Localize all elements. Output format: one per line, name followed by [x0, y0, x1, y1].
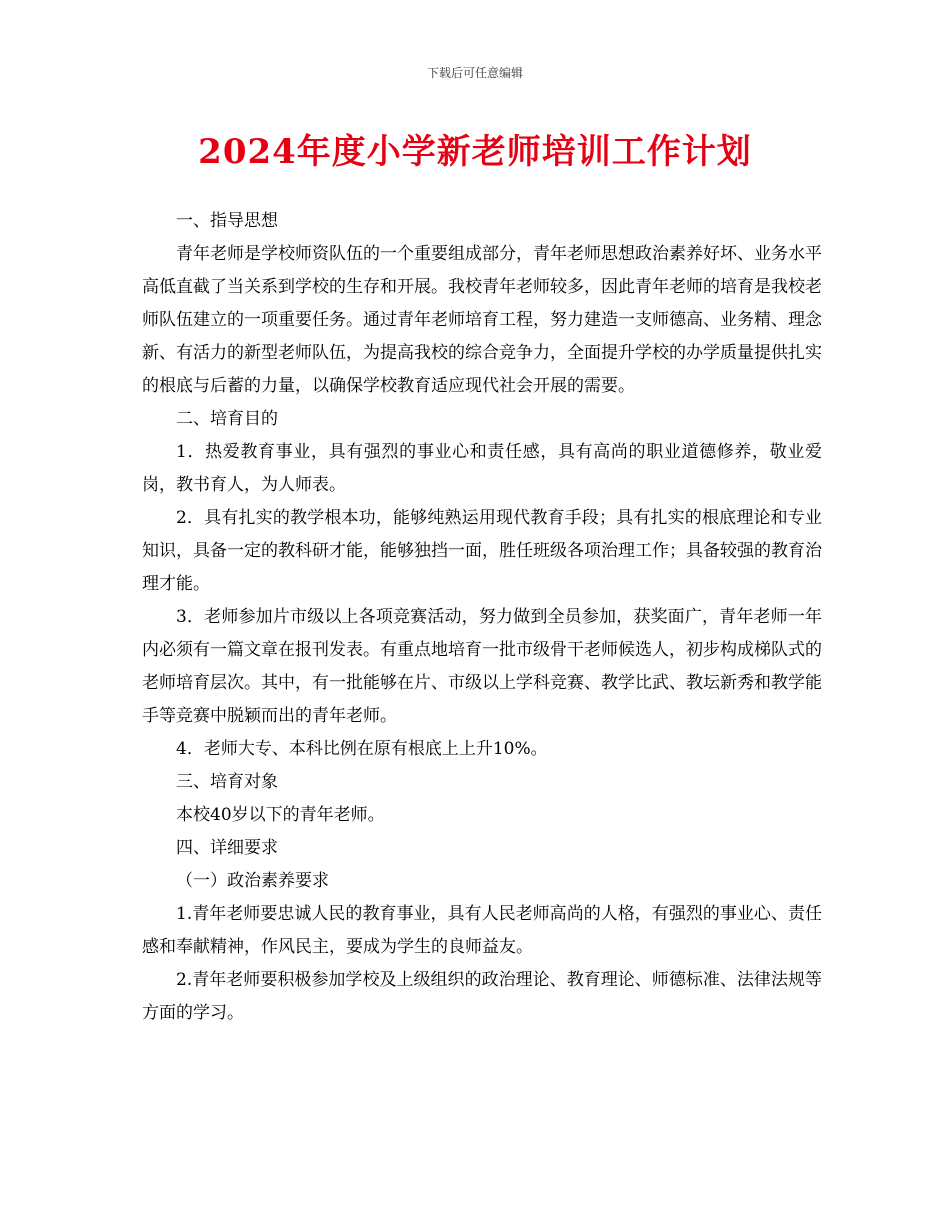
document-title: 2024年度小学新老师培训工作计划 — [198, 132, 752, 172]
paragraph-guiding-ideology: 青年老师是学校师资队伍的一个重要组成部分，青年老师思想政治素养好坏、业务水平高低直截了当关系到学校的生存和开展。我校青年老师较多，因此青年老师的培育是我校老师队伍建立的一项重要任务。通过青年老师培育工程，努力建造一支师德高、业务精、理念新、有活力的新型老师队伍，为提高我校的综合竞争力，全面提升学校的办学质量提供扎实的根底与后蓄的力量，以确保学校教育适应现代社会开展的需要。 — [142, 244, 822, 396]
goal-item-4: 4．老师大专、本科比例在原有根底上上升10%。 — [176, 739, 548, 759]
document-body — [142, 205, 822, 1030]
page-header: 下载后可任意编辑 — [426, 66, 523, 80]
subsection-heading-political-quality: （一）政治素养要求 — [176, 871, 329, 891]
paragraph-training-targets: 本校40岁以下的青年老师。 — [176, 805, 385, 825]
requirement-item-2: 2.青年老师要积极参加学校及上级组织的政治理论、教育理论、师德标准、法律法规等方面的学习。 — [142, 970, 822, 1023]
section-heading-training-targets: 三、培育对象 — [176, 772, 278, 792]
goal-item-1: 1．热爱教育事业，具有强烈的事业心和责任感，具有高尚的职业道德修养，敬业爱岗，教书育人，为人师表。 — [142, 442, 822, 495]
goal-item-3: 3．老师参加片市级以上各项竞赛活动，努力做到全员参加，获奖面广，青年老师一年内必须有一篇文章在报刊发表。有重点地培育一批市级骨干老师候选人，初步构成梯队式的老师培育层次。其中，有一批能够在片、市级以上学科竞赛、教学比武、教坛新秀和教学能手等竞赛中脱颖而出的青年老师。 — [142, 607, 822, 726]
section-heading-detailed-requirements: 四、详细要求 — [176, 838, 278, 858]
section-heading-training-goals: 二、培育目的 — [176, 409, 278, 429]
requirement-item-1: 1.青年老师要忠诚人民的教育事业，具有人民老师高尚的人格，有强烈的事业心、责任感和奉献精神，作风民主，要成为学生的良师益友。 — [142, 904, 822, 957]
section-heading-guiding-ideology: 一、指导思想 — [176, 211, 278, 231]
goal-item-2: 2．具有扎实的教学根本功，能够纯熟运用现代教育手段；具有扎实的根底理论和专业知识，具备一定的教科研才能，能够独挡一面，胜任班级各项治理工作；具备较强的教育治理才能。 — [142, 508, 822, 594]
